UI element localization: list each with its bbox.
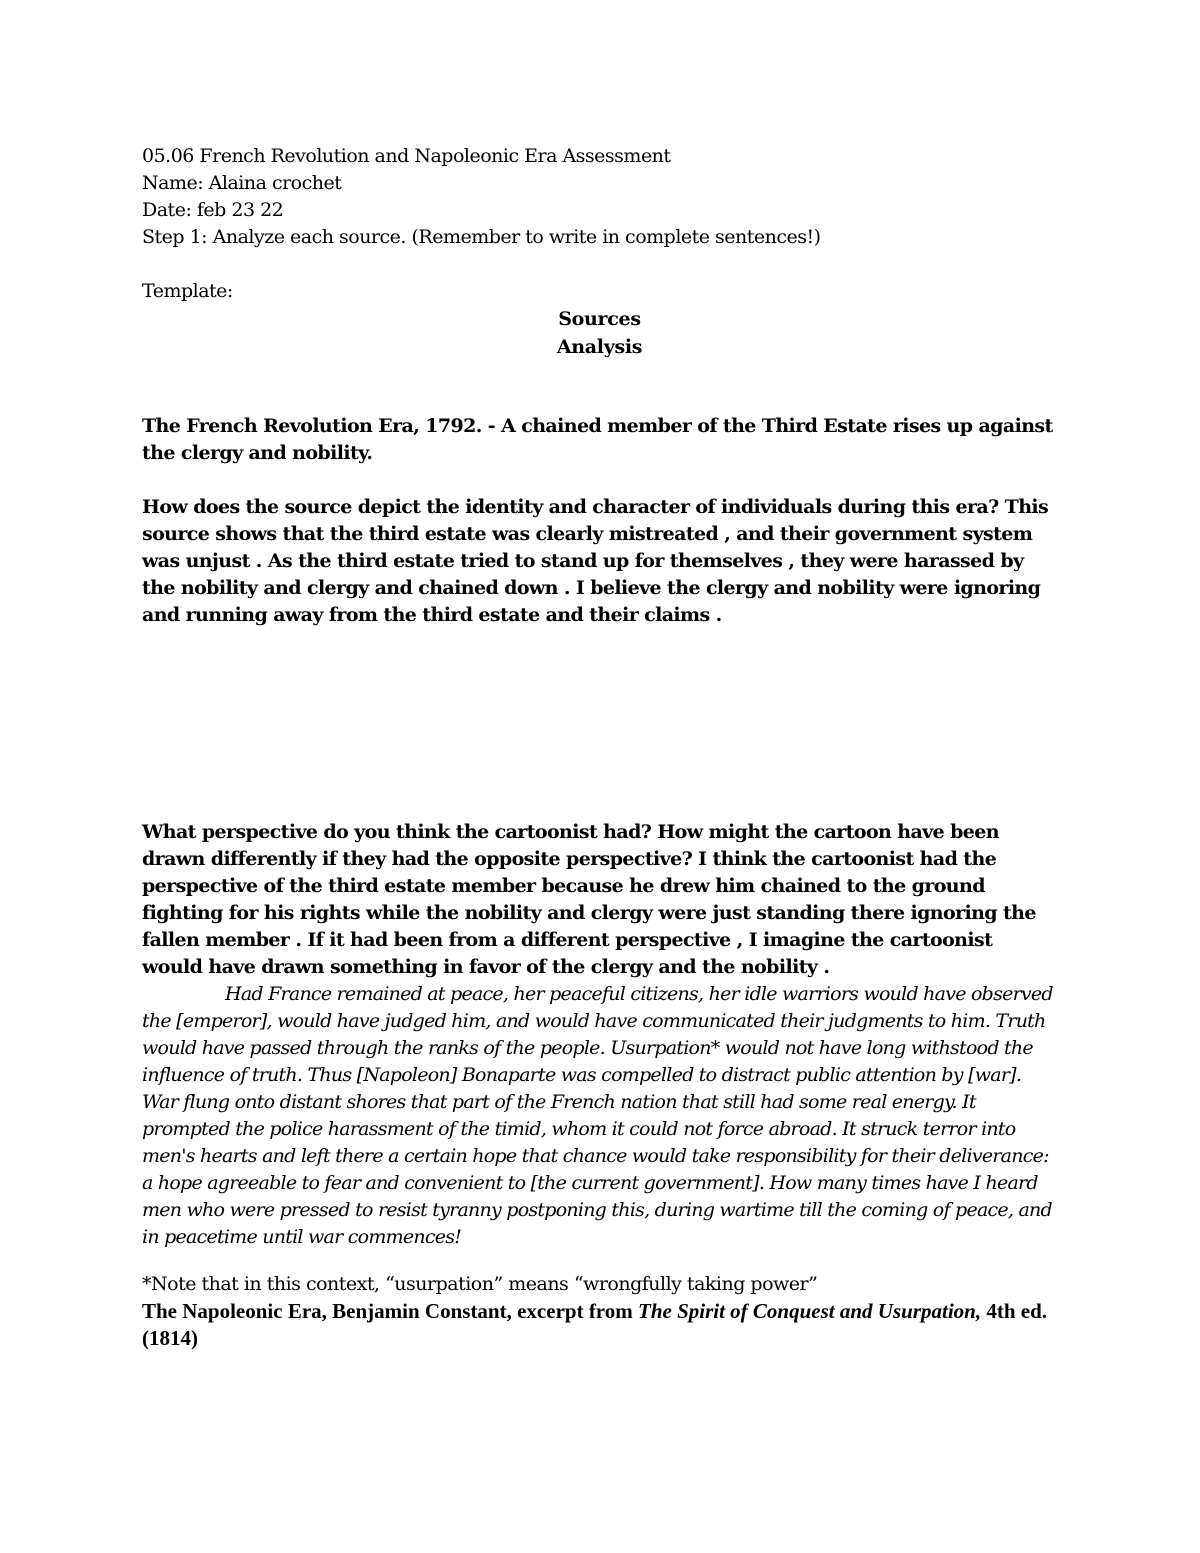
citation-prefix: The Napoleonic Era, Benjamin Constant, excerpt from xyxy=(142,1299,638,1323)
column-heading-sources: Sources xyxy=(558,308,641,330)
spacer xyxy=(142,629,1057,819)
source2-quote: Had France remained at peace, her peaceful citizens, her idle warriors would have observed the [emperor], would have judged him, and would have communicated their judgments to him. Truth would have passed through the ranks of the people. Usurpation* would not have long withstood the influence of truth. Thus [Napoleon] Bonaparte was compelled to distract public attention by [war]. War flung onto distant shores that part of the French nation that still had some real energy. It prompted the police harassment of the timid, whom it could not force abroad. It struck terror into men's hearts and left there a certain hope that chance would take responsibility for their deliverance: a hope agreeable to fear and convenient to [the current government]. How many times have I heard men who were pressed to resist tyranny postponing this, during wartime till the coming of peace, and in peacetime until war commences! xyxy=(142,983,1053,1248)
spacer xyxy=(142,361,1057,413)
spacer xyxy=(142,467,1057,494)
step-instruction: Step 1: Analyze each source. (Remember to write in complete sentences!) xyxy=(142,226,821,248)
citation-suffix: 4th ed. (1814) xyxy=(142,1299,1048,1350)
source1-answer-identity: How does the source depict the identity and character of individuals during this era? This source shows that the third estate was clearly mistreated , and their government system was unjust . As the third estate tried to stand up for themselves , they were harassed by the nobility and clergy and chained down . I believe the clergy and nobility were ignoring and running away from the third estate and their claims . xyxy=(142,496,1049,626)
spacer xyxy=(142,251,1057,278)
student-name: Name: Alaina crochet xyxy=(142,172,342,194)
spacer xyxy=(142,1251,1057,1271)
source1-caption: The French Revolution Era, 1792. - A chained member of the Third Estate rises up against the clergy and nobility. xyxy=(142,415,1053,464)
citation-title: The Spirit of Conquest and Usurpation, xyxy=(638,1299,982,1323)
source2-citation xyxy=(142,1298,1057,1352)
template-label: Template: xyxy=(142,280,233,302)
usurpation-note: *Note that in this context, “usurpation” means “wrongfully taking power” xyxy=(142,1273,818,1295)
assessment-title: 05.06 French Revolution and Napoleonic Era Assessment xyxy=(142,145,671,167)
document-body xyxy=(142,143,1057,1352)
assessment-date: Date: feb 23 22 xyxy=(142,199,284,221)
source1-answer-perspective: What perspective do you think the cartoonist had? How might the cartoon have been drawn differently if they had the opposite perspective? I think the cartoonist had the perspective of the third estate member because he drew him chained to the ground fighting for his rights while the nobility and clergy were just standing there ignoring the fallen member . If it had been from a different perspective , I imagine the cartoonist would have drawn something in favor of the clergy and the nobility . xyxy=(142,821,1036,978)
column-heading-analysis: Analysis xyxy=(556,336,643,358)
